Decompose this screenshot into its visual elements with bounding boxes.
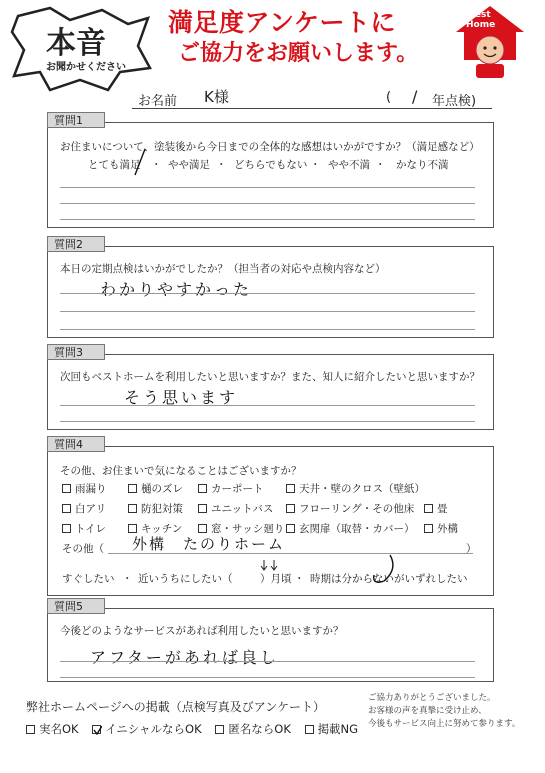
name-row — [132, 86, 492, 109]
q1-option-3[interactable]: どちらでもない — [234, 159, 308, 171]
q4-option-leak[interactable]: 雨漏り — [62, 481, 107, 496]
q4-circle-mark-icon — [368, 551, 398, 587]
q1-option-5[interactable]: かなり不満 — [396, 159, 449, 171]
question-1-text: お住まいについて、塗装後から今日までの全体的な感想はいかがですか？（満足感など） — [60, 141, 480, 153]
q1-option-1[interactable]: とても満足 — [88, 159, 141, 171]
consent-real-name[interactable]: 実名OK — [26, 722, 79, 736]
q5-answer[interactable]: アフターがあれば良し — [90, 648, 279, 667]
page-subtitle: ご協力をお願いします。 — [178, 41, 419, 66]
name-label: お名前 — [138, 94, 178, 109]
question-5-text: 今後どのようなサービスがあれば利用したいと思いますか？ — [60, 625, 344, 637]
thanks-line-2: お客様の声を真摯に受け止め、 — [368, 706, 487, 716]
name-slash: / — [412, 87, 418, 106]
name-paren: ( — [386, 90, 392, 105]
question-5-tag: 質問5 — [47, 598, 105, 614]
brand-line1: Best — [468, 10, 491, 20]
q4-option-wallpaper[interactable]: 天井・壁のクロス（壁紙） — [286, 481, 425, 496]
q4-option-toilet[interactable]: トイレ — [62, 521, 106, 536]
q4-option-security[interactable]: 防犯対策 — [128, 501, 183, 516]
consent-anonymous[interactable]: 匿名ならOK — [215, 722, 291, 736]
q4-other-label: その他（ — [62, 543, 104, 555]
brand-line2: Home — [466, 20, 496, 30]
question-3-section — [47, 346, 494, 430]
question-3-tag: 質問3 — [47, 344, 105, 360]
q4-timing-3: ）月頃 — [260, 573, 292, 585]
q4-option-gutter[interactable]: 樋のズレ — [128, 481, 183, 496]
thanks-note — [368, 692, 520, 731]
consent-no[interactable]: 掲載NG — [305, 722, 359, 736]
best-home-logo — [454, 4, 526, 80]
question-3-text: 次回もベストホームを利用したいと思いますか？また、知人に紹介したいと思いますか？ — [60, 371, 480, 383]
name-value[interactable]: K様 — [204, 88, 229, 106]
q1-option-2[interactable]: やや満足 — [168, 159, 210, 171]
q1-check-mark-icon — [130, 147, 150, 177]
thanks-line-3: 今後もサービス向上に努めて参ります。 — [368, 719, 521, 729]
honne-badge — [10, 6, 152, 92]
q4-option-unitbath[interactable]: ユニットバス — [198, 501, 273, 516]
name-suffix: 年点検) — [432, 94, 477, 109]
consent-title: 弊社ホームページへの掲載（点検写真及びアンケート） — [26, 700, 326, 714]
q1-option-4[interactable]: やや不満 — [328, 159, 370, 171]
question-5-section — [47, 600, 494, 682]
q4-other-answer[interactable]: 外構 たのりホーム — [132, 535, 286, 553]
q4-timing-1[interactable]: すぐしたい — [62, 573, 115, 585]
q4-option-termite[interactable]: 白アリ — [62, 501, 106, 516]
question-2-text: 本日の定期点検はいかがでしたか？（担当者の対応や点検内容など） — [60, 263, 386, 275]
q4-option-exterior[interactable]: 外構 — [424, 521, 458, 536]
thanks-line-1: ご協力ありがとうございました。 — [368, 693, 496, 703]
q4-timing-4[interactable]: 時期は分からないがいずれしたい — [310, 573, 468, 585]
question-4-text: その他、お住まいで気になることはございますか？ — [60, 465, 302, 477]
q4-option-flooring[interactable]: フローリング・その他床 — [286, 501, 414, 516]
q4-other-close: ） — [466, 543, 477, 555]
homepage-consent — [26, 698, 358, 737]
q4-option-carport[interactable]: カーポート — [198, 481, 264, 496]
question-4-tag: 質問4 — [47, 436, 105, 452]
question-2-section — [47, 238, 494, 338]
question-4-section: 質問4 その他、お住まいで気になることはございますか？ 雨漏り 樋のズレ カーポート 天井・壁のクロス（壁紙） 白アリ 防犯対策 ユニットバス フローリング・その他床 畳 トイレ キッチン 窓・サッシ廻り 玄関扉（取替・カバー） 外構 その他（ 外構 たのりホーム ） すぐしたい ・ 近いうちにしたい（ ）月頃 ・ 時期は分からないがいずれしたい — [47, 446, 494, 596]
page-title: 満足度アンケートに — [168, 8, 397, 37]
q4-option-kitchen[interactable]: キッチン — [128, 521, 182, 536]
checkbox-check-icon — [93, 726, 102, 735]
badge-title: 本音 — [46, 26, 106, 61]
q4-option-window[interactable]: 窓・サッシ廻り — [198, 521, 284, 536]
consent-initial[interactable]: イニシャルならOK — [92, 722, 201, 736]
q4-option-tatami[interactable]: 畳 — [424, 501, 448, 516]
question-1-tag: 質問1 — [47, 112, 105, 128]
question-1-section: 質問1 お住まいについて、塗装後から今日までの全体的な感想はいかがですか？（満足感など） とても満足 ・ やや満足 ・ どちらでもない ・ やや不満 ・ かなり不満 — [47, 122, 494, 228]
q4-timing-2[interactable]: 近いうちにしたい（ — [138, 573, 233, 585]
badge-subtitle: お聞かせください — [46, 62, 126, 73]
arrow-down-icon — [260, 559, 280, 573]
question-2-tag: 質問2 — [47, 236, 105, 252]
q4-option-door[interactable]: 玄関扉（取替・カバー） — [286, 521, 415, 536]
q2-answer[interactable]: わかりやすかった — [100, 280, 253, 299]
q3-answer[interactable]: そう思います — [124, 388, 239, 407]
